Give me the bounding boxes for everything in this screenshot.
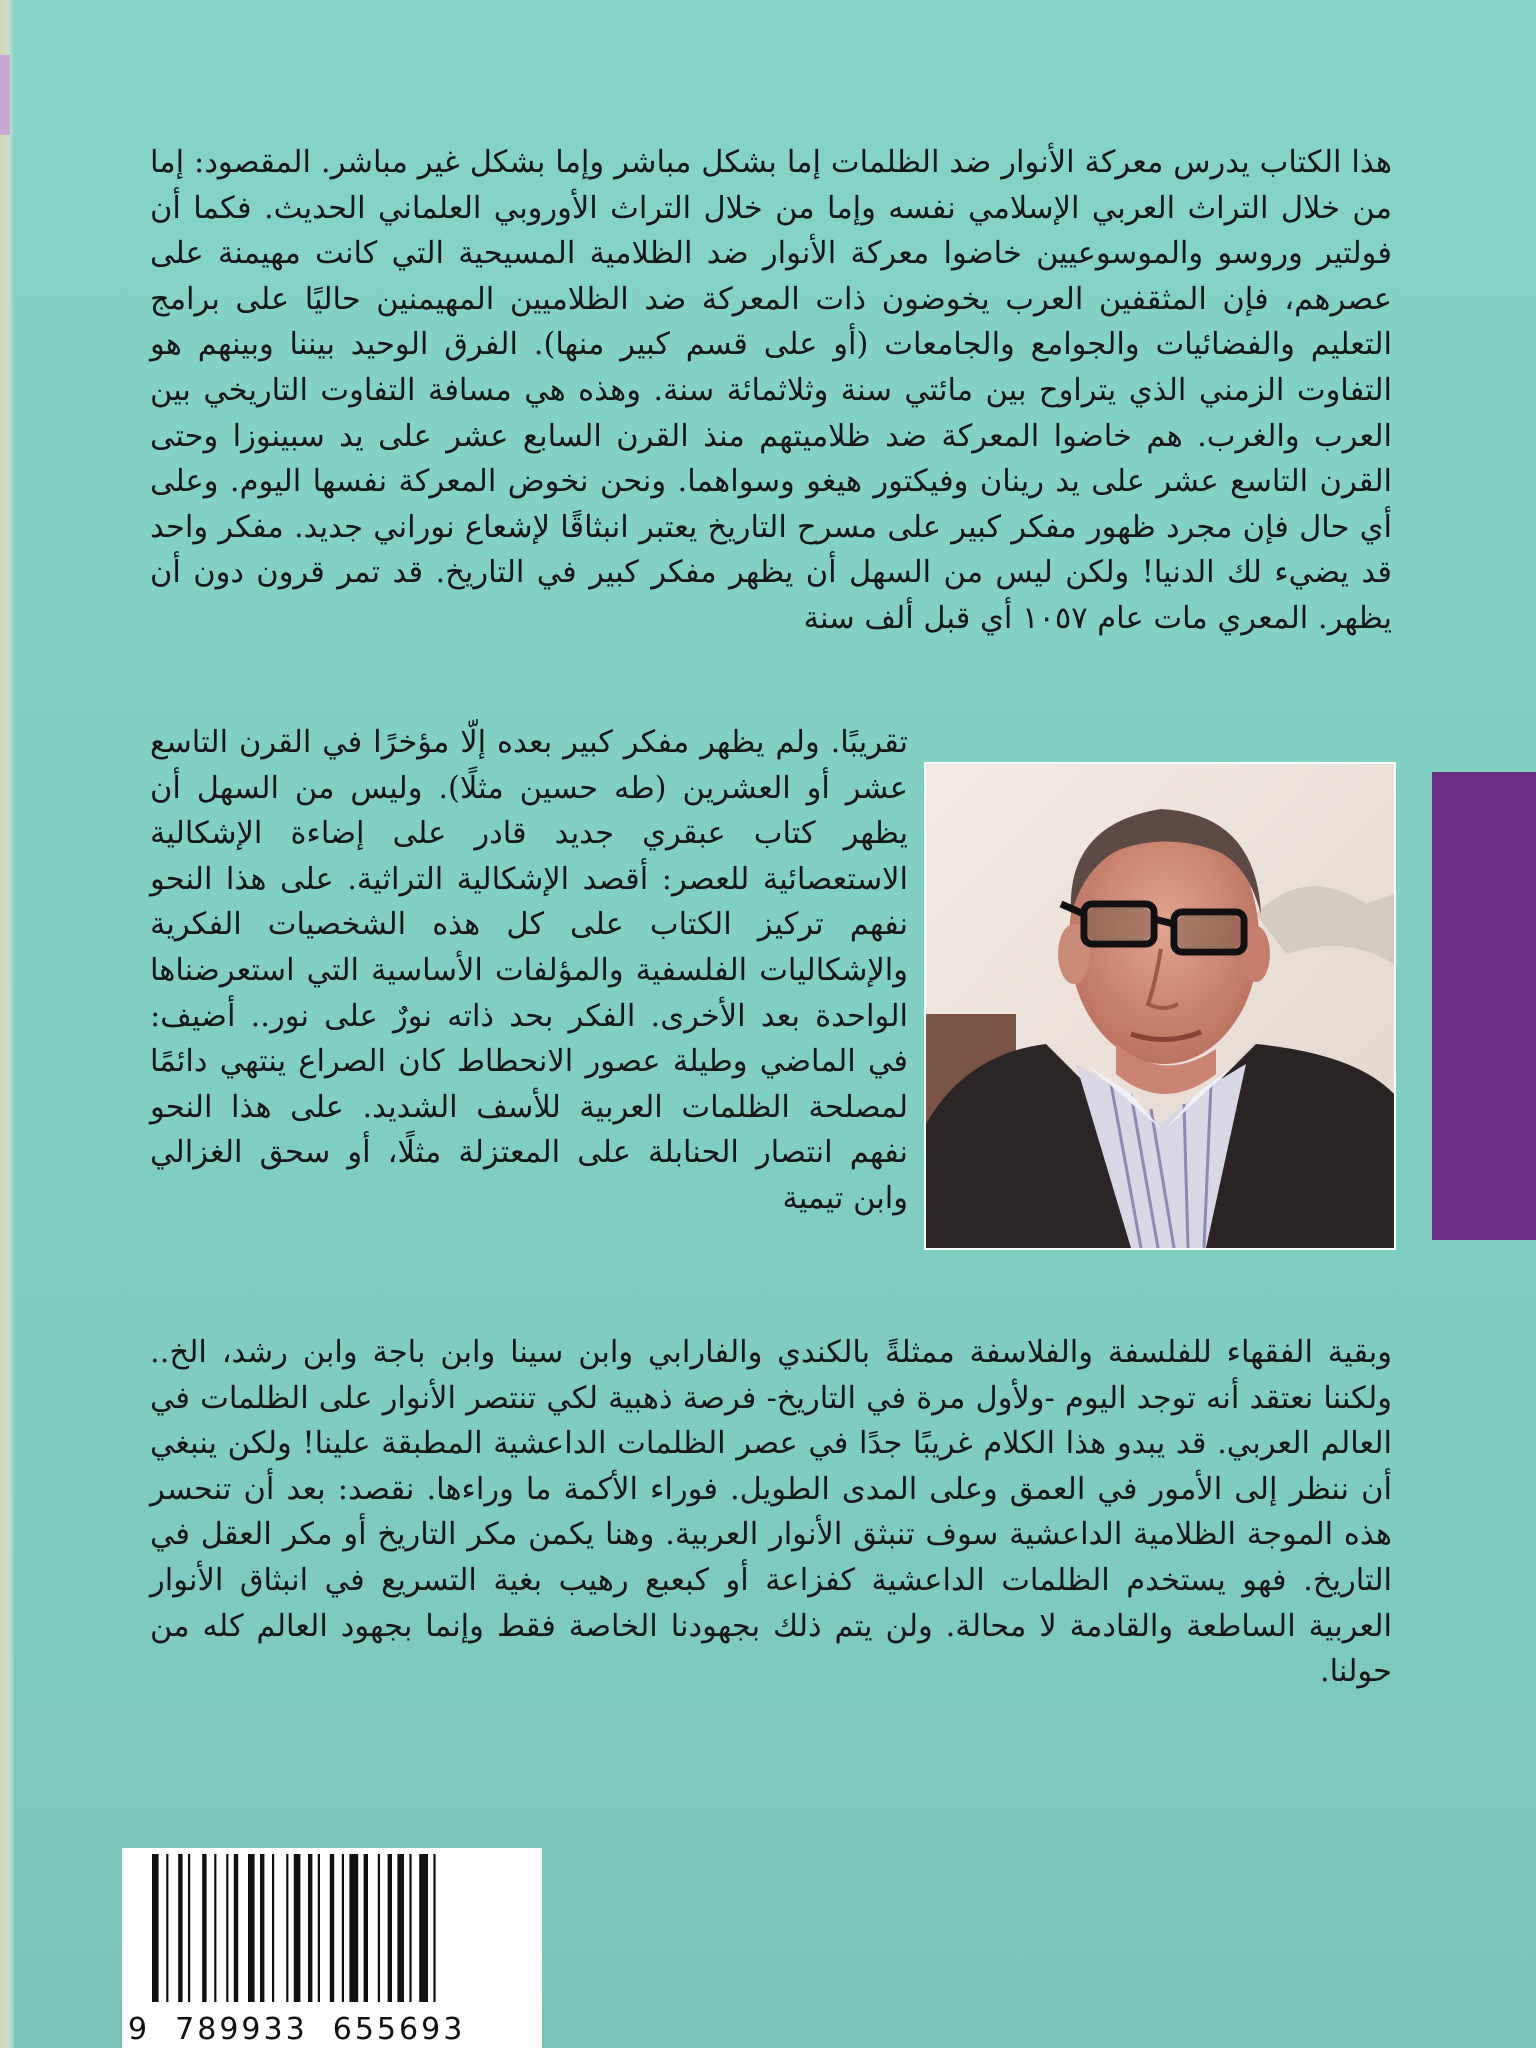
barcode-bar	[166, 1854, 168, 2002]
barcode-bar	[330, 1854, 334, 2002]
barcode-bar	[234, 1854, 238, 2002]
barcode-bar	[202, 1854, 206, 2002]
barcode-bar	[318, 1854, 320, 2002]
barcode-bar	[378, 1854, 380, 2002]
barcode-bar	[419, 1854, 428, 2002]
barcode-bar	[364, 1854, 368, 2002]
barcode-bar	[349, 1854, 358, 2002]
barcode-bar	[248, 1854, 255, 2002]
barcode-bar	[294, 1854, 301, 2002]
barcode-bar	[286, 1854, 288, 2002]
blurb-paragraph-bottom: وبقية الفقهاء للفلسفة والفلاسفة ممثلةً بالكندي والفارابي وابن سينا وابن باجة وابن رشد، الخ.. ولكننا نعتقد أنه توجد اليوم -ولأول مرة في التاريخ- فرصة ذهبية لكي تنتصر الأنوار على الظلمات في العالم العربي. قد يبدو هذا الكلام غريبًا جدًا في عصر الظلمات الداعشية المطبقة علينا! ولكن ينبغي أن ننظر إلى الأمور في العمق وعلى المدى الطويل. فوراء الأكمة ما وراءها. نقصد: بعد أن تنحسر هذه الموجة الظلامية الداعشية سوف تنبثق الأنوار العربية. وهنا يكمن مكر التاريخ أو مكر العقل في التاريخ. فهو يستخدم الظلمات الداعشية كفزاعة أو كبعبع رهيب بغية التسريع في انبثاق الأنوار العربية الساطعة والقادمة لا محالة. ولن يتم ذلك بجهودنا الخاصة فقط وإنما بجهود العالم كله من حولنا.	[150, 1335, 1392, 1690]
barcode-bar	[272, 1854, 274, 2002]
barcode-bar	[188, 1854, 190, 2002]
isbn-number: 9 789933 655693	[128, 2012, 466, 2047]
blurb-paragraph-middle: تقريبًا. ولم يظهر مفكر كبير بعده إلّا مؤخرًا في القرن التاسع عشر أو العشرين (طه حسين مثلًا). وليس من السهل أن يظهر كتاب عبقري جديد قادر على إضاءة الإشكالية الاستعصائية للعصر: أقصد الإشكالية التراثية. على هذا النحو نفهم تركيز الكتاب على كل هذه الشخصيات الفكرية والإشكاليات الفلسفية والمؤلفات الأساسية التي استعرضناها الواحدة بعد الأخرى. الفكر بحد ذاته نورٌ على نور.. أضيف: في الماضي وطيلة عصور الانحطاط كان الصراع ينتهي دائمًا لمصلحة الظلمات العربية للأسف الشديد. على هذا النحو نفهم انتصار الحنابلة على المعتزلة مثلًا، أو سحق الغزالي وابن تيمية	[150, 725, 908, 1216]
author-photo	[924, 762, 1396, 1250]
barcode-bar	[226, 1854, 228, 2002]
page-edge	[0, 0, 14, 2048]
blurb-paragraph-top: هذا الكتاب يدرس معركة الأنوار ضد الظلمات إما بشكل مباشر وإما بشكل غير مباشر. المقصود: إما من خلال التراث العربي الإسلامي نفسه وإما من خلال التراث الأوروبي العلماني الحديث. فكما أن فولتير وروسو والموسوعيين خاضوا معركة الأنوار ضد الظلامية المسيحية التي كانت مهيمنة على عصرهم، فإن المثقفين العرب يخوضون ذات المعركة ضد الظلاميين المهيمنين حاليًا على برامج التعليم والفضائيات والجوامع والجامعات (أو على قسم كبير منها). الفرق الوحيد بيننا وبينهم هو التفاوت الزمني الذي يتراوح بين مائتي سنة وثلاثمائة سنة. وهذه هي مسافة التفاوت التاريخي بين العرب والغرب. هم خاضوا المعركة ضد ظلاميتهم منذ القرن السابع عشر على يد سبينوزا وحتى القرن التاسع عشر على يد رينان وفيكتور هيغو وسواهما. ونحن نخوض المعركة نفسها اليوم. وعلى أي حال فإن مجرد ظهور مفكر كبير على مسرح التاريخ يعتبر انبثاقًا لإشعاع نوراني جديد. مفكر واحد قد يضيء لك الدنيا! ولكن ليس من السهل أن يظهر مفكر كبير في التاريخ. قد تمر قرون دون أن يظهر. المعري مات عام ١٠٥٧ أي قبل ألف سنة	[150, 145, 1392, 636]
barcode-bar	[342, 1854, 344, 2002]
neighbor-page-strip	[0, 55, 10, 135]
barcode-bar	[308, 1854, 312, 2002]
barcode-bars	[122, 1848, 542, 2008]
barcode-bar	[433, 1854, 435, 2002]
barcode-bar	[397, 1854, 404, 2002]
barcode-bar	[388, 1854, 392, 2002]
barcode-bar	[214, 1854, 216, 2002]
isbn-barcode	[122, 1848, 542, 2048]
accent-bar	[1432, 772, 1536, 1240]
barcode-bar	[260, 1854, 264, 2002]
barcode-bar	[152, 1854, 159, 2002]
barcode-bar	[409, 1854, 411, 2002]
barcode-bar	[178, 1854, 182, 2002]
